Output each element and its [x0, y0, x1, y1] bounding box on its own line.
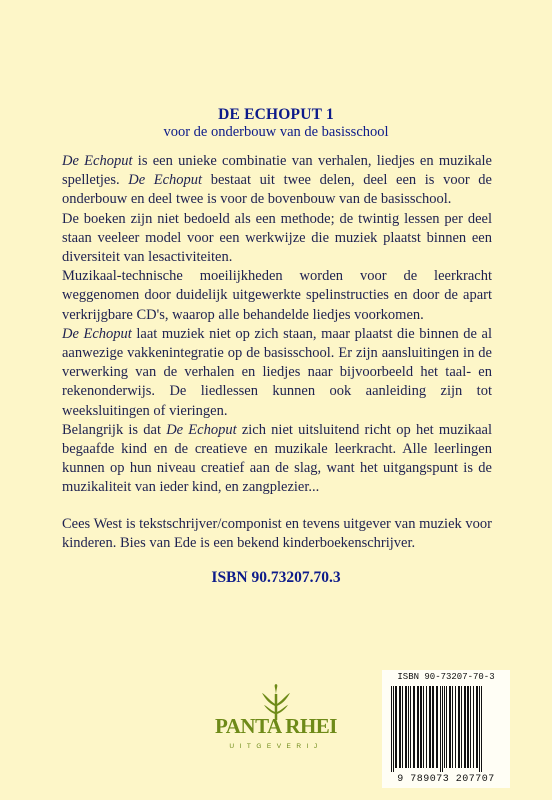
book-name-italic: De Echoput — [128, 172, 203, 189]
barcode-bar — [479, 686, 480, 772]
blurb-paragraph — [62, 421, 492, 498]
barcode-bar — [432, 686, 434, 768]
barcode-isbn-label: ISBN 90-73207-70-3 — [397, 672, 495, 682]
book-subtitle: voor de onderbouw van de basisschool — [163, 124, 389, 140]
barcode-bar — [440, 686, 441, 772]
barcode-bar — [473, 686, 474, 768]
text-run: is een unieke combinatie van verhalen, liedjes en muzikale spelletjes. — [62, 153, 492, 189]
blurb-paragraph — [62, 152, 492, 210]
authors-paragraph: Cees West is tekstschrijver/componist en tevens uitgever van muziek voor kinderen. Bies van Ede is een bekend kinderboekenschrijver. — [62, 515, 492, 551]
publisher-logo — [206, 684, 346, 764]
barcode-bar — [399, 686, 401, 768]
barcode-bar — [426, 686, 427, 768]
publisher-subname: UITGEVERIJ — [229, 743, 323, 750]
barcode-bar — [413, 686, 415, 768]
text-run: bestaat uit twee delen, deel een is voor de onderbouw en deel twee is voor de bovenbouw van de basisschool. — [62, 172, 492, 208]
barcode-bar — [455, 686, 456, 768]
barcode-bar — [436, 686, 438, 768]
barcode-bar — [420, 686, 422, 768]
text-run: zich niet uitsluitend richt op het muzikaal begaafde kind en de creatieve en muzikale leerkracht. Alle leerlingen kunnen op hun niveau creatief aan de slag, want het uitgangspunt is de muzikaliteit van ieder kind, en zangplezier... — [62, 421, 493, 496]
barcode-bar — [464, 686, 466, 768]
barcode-bar — [410, 686, 411, 768]
blurb-paragraph — [62, 325, 492, 421]
book-name-italic: De Echoput — [166, 421, 237, 438]
book-title: DE ECHOPUT 1 — [218, 106, 334, 123]
text-run: De boeken zijn niet bedoeld als een methode; de twintig lessen per deel staan veeleer model voor een werkwijze die muziek plaatst binnen een diversiteit van lesactiviteiten. — [62, 210, 492, 266]
publisher-name: PANTA RHEI — [215, 714, 337, 738]
barcode-bar — [449, 686, 451, 768]
paragraph-gap — [62, 498, 492, 515]
barcode-bar — [458, 686, 460, 768]
blurb-paragraph — [62, 210, 492, 268]
barcode — [382, 670, 510, 788]
barcode-bar — [395, 686, 397, 768]
blurb-text — [62, 152, 492, 553]
barcode-bar — [461, 686, 462, 768]
book-name-italic: De Echoput — [62, 325, 132, 342]
barcode-bar — [452, 686, 453, 768]
barcode-bar — [444, 686, 445, 768]
text-run: Belangrijk is dat — [62, 421, 167, 438]
barcode-bar — [408, 686, 409, 768]
barcode-bar — [429, 686, 431, 768]
barcode-bar — [391, 686, 392, 772]
book-name-italic: De Echoput — [62, 153, 133, 169]
barcode-bar — [470, 686, 471, 768]
isbn-text: ISBN 90.73207.70.3 — [211, 569, 341, 586]
barcode-number: 9 789073 207707 — [397, 774, 495, 785]
barcode-bar — [423, 686, 424, 768]
barcode-bar — [417, 686, 419, 768]
text-run: Muzikaal-technische moeilijkheden worden voor de leerkracht weggenomen door duidelijk uitgewerkte spelinstructies en door de apart verkrijgbare CD's, waarop alle behandelde liedjes voorkomen. — [62, 268, 492, 323]
blurb-paragraph — [62, 267, 492, 325]
barcode-bar — [467, 686, 469, 768]
barcode-bars — [389, 686, 503, 772]
barcode-bar — [481, 686, 482, 772]
barcode-bar — [405, 686, 407, 768]
barcode-bar — [402, 686, 403, 768]
barcode-bar — [393, 686, 394, 772]
barcode-bar — [476, 686, 478, 768]
barcode-bar — [442, 686, 443, 772]
text-run: laat muziek niet op zich staan, maar plaatst die binnen de al aanwezige vakkenintegratie op de basisschool. Er zijn aansluitingen in de verwerking van de verhalen en liedjes naar bijvoorbeeld het taal- en rekenonderwijs. De liedlessen kunnen ook aanleiding zijn tot weeksluitingen of vieringen. — [62, 325, 493, 419]
barcode-bar — [446, 686, 447, 768]
